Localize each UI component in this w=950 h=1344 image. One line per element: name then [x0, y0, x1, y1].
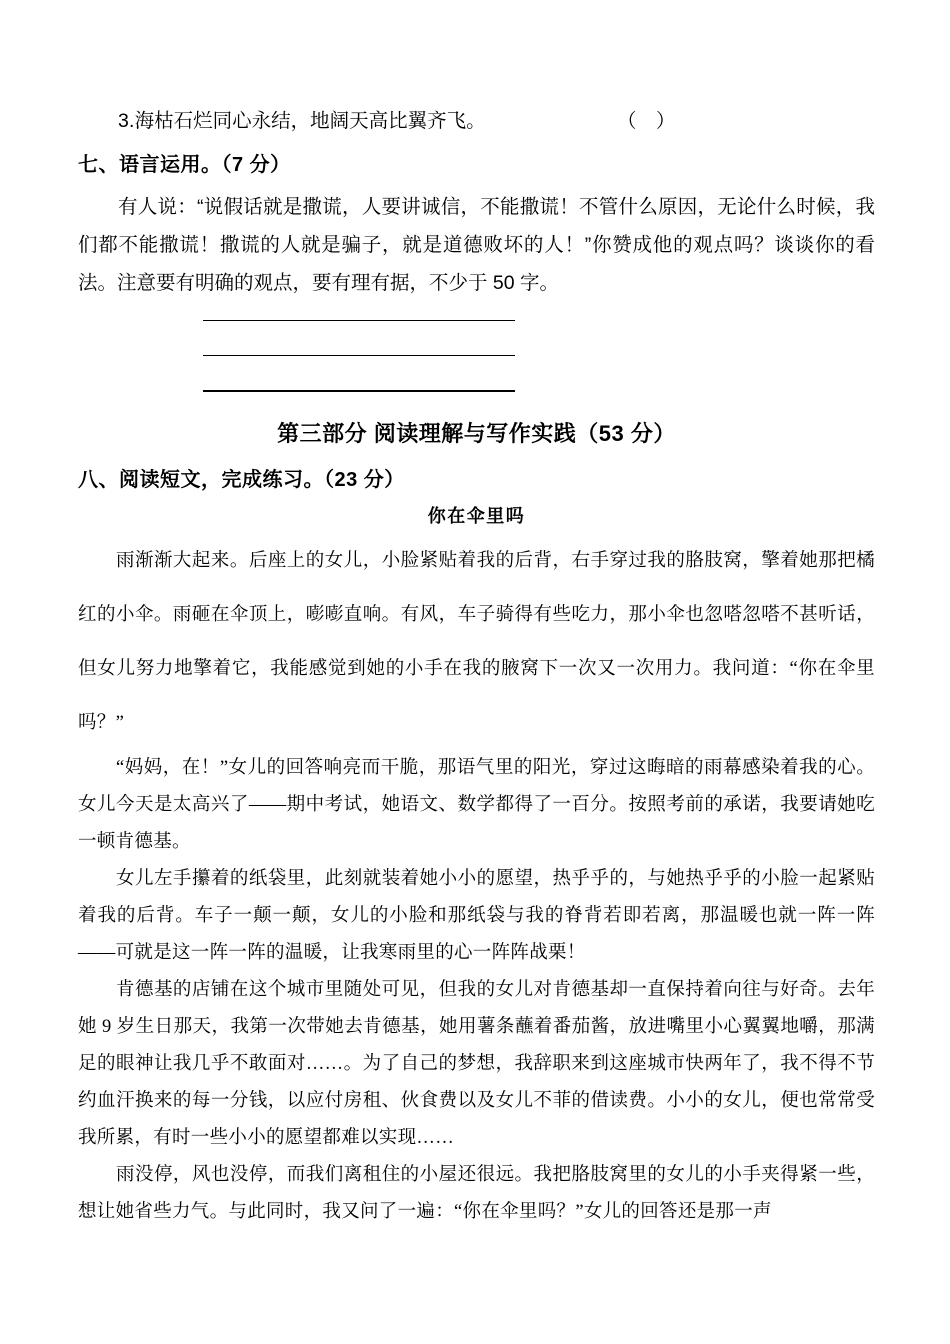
article-paragraph: 雨渐渐大起来。后座上的女儿，小脸紧贴着我的后背，右手穿过我的胳肢窝，擎着她那把橘红的小伞。雨砸在伞顶上，嘭嘭直响。有风，车子骑得有些吃力，那小伞也忽嗒忽嗒不甚听话，但女儿努力地擎着它，我能感觉到她的小手在我的腋窝下一次又一次用力。我问道：“你在伞里吗？” [78, 551, 875, 733]
article-paragraph: 雨没停，风也没停，而我们离租住的小屋还很远。我把胳肢窝里的女儿的小手夹得紧一些，想让她省些力气。与此同时，我又问了一遍：“你在伞里吗？”女儿的回答还是那一声 [78, 1165, 875, 1222]
part-three-title: 第三部分 阅读理解与写作实践 [277, 421, 577, 446]
answer-line[interactable] [203, 320, 515, 321]
judgement-item-text: 海枯石烂同心永结，地阔天高比翼齐飞。 [134, 110, 486, 132]
article-paragraph: “妈妈，在！”女儿的回答响亮而干脆，那语气里的阳光，穿过这晦暗的雨幕感染着我的心。女儿今天是太高兴了——期中考试，她语文、数学都得了一百分。按照考前的承诺，我要请她吃一顿肯德基。 [78, 758, 875, 852]
section-heading-eight: 八、阅读短文，完成练习。（23 分） [78, 469, 405, 491]
answer-line[interactable] [203, 355, 515, 356]
judgement-item-3 [78, 106, 875, 136]
article-title: 你在伞里吗 [427, 506, 526, 526]
part-three-heading [78, 418, 875, 450]
article-paragraph: 女儿左手攥着的纸袋里，此刻就装着她小小的愿望，热乎乎的，与她热乎乎的小脸一起紧贴着我的后背。车子一颠一颠，女儿的小脸和那纸袋与我的脊背若即若离，那温暖也就一阵一阵——可就是这一阵一阵的温暖，让我寒雨里的心一阵阵战栗！ [78, 869, 875, 963]
section-seven-prompt: 有人说：“说假话就是撒谎，人要讲诚信，不能撒谎！不管什么原因，无论什么时候，我们都不能撒谎！撒谎的人就是骗子，就是道德败坏的人！”你赞成他的观点吗？谈谈你的看法。注意要有明确的观点，要有理有据，不少于 50 字。 [78, 196, 875, 294]
part-three-score: （53 分） [576, 421, 676, 446]
judgement-item-number: 3. [118, 110, 135, 132]
answer-line[interactable] [203, 390, 515, 392]
article-body [78, 534, 875, 1231]
section-heading-seven: 七、语言运用。（7 分） [78, 154, 291, 176]
article-paragraph: 肯德基的店铺在这个城市里随处可见，但我的女儿对肯德基却一直保持着向往与好奇。去年她 9 岁生日那天，我第一次带她去肯德基，她用薯条蘸着番茄酱，放进嘴里小心翼翼地嚼，那满足的眼神让我几乎不敢面对……。为了自己的梦想，我辞职来到这座城市快两年了，我不得不节约血汗换来的每一分钱，以应付房租、伙食费以及女儿不菲的借读费。小小的女儿，便也常常受我所累，有时一些小小的愿望都难以实现…… [78, 980, 875, 1148]
judgement-answer-bracket[interactable]: （ ） [617, 110, 683, 132]
